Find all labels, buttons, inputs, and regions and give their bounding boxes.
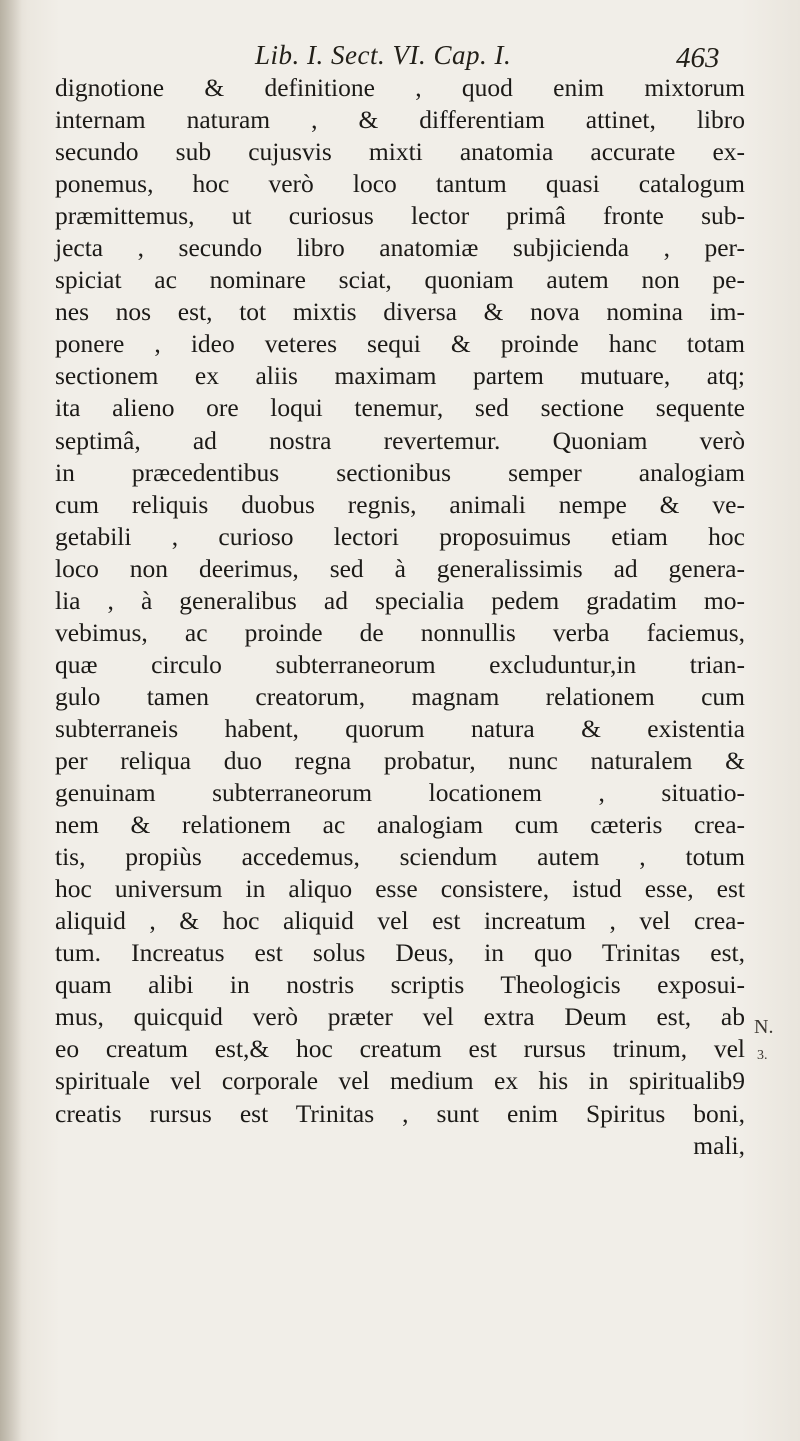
running-head: Lib. I. Sect. VI. Cap. I. (255, 40, 512, 70)
text-line: præmittemus, ut curiosus lector primâ fronte sub- (55, 201, 745, 231)
text-line: nem & relationem ac analogiam cum cæteris crea- (55, 810, 745, 840)
text-line: hoc universum in aliquo esse consistere, istud esse, est (55, 874, 745, 904)
page-edge-shadow (0, 0, 22, 1441)
text-line: tum. Increatus est solus Deus, in quo Trinitas est, (55, 938, 745, 968)
text-line: aliquid , & hoc aliquid vel est increatum , vel crea- (55, 906, 745, 936)
text-line: creatis rursus est Trinitas , sunt enim Spiritus boni, (55, 1098, 745, 1128)
text-line: sectionem ex aliis maximam partem mutuare, atq; (55, 361, 745, 391)
text-line: tis, propiùs accedemus, sciendum autem , totum (55, 842, 745, 872)
text-line: ponere , ideo veteres sequi & proinde hanc totam (55, 329, 745, 359)
text-line: secundo sub cujusvis mixti anatomia accurate ex- (55, 137, 745, 167)
text-line: eo creatum est,& hoc creatum est rursus trinum, vel (55, 1034, 745, 1064)
text-line: subterraneis habent, quorum natura & existentia (55, 713, 745, 743)
body-text (55, 72, 745, 1162)
text-line: ita alieno ore loqui tenemur, sed sectione sequente (55, 393, 745, 423)
text-line: ponemus, hoc verò loco tantum quasi catalogum (55, 169, 745, 199)
margin-note: 3. (757, 1048, 768, 1063)
catchword: mali, (693, 1130, 745, 1160)
text-line: lia , à generalibus ad specialia pedem gradatim mo- (55, 585, 745, 615)
text-line: spirituale vel corporale vel medium ex his in spiritualib9 (55, 1066, 745, 1096)
text-line: internam naturam , & differentiam attinet, libro (55, 105, 745, 135)
text-line: in præcedentibus sectionibus semper analogiam (55, 457, 745, 487)
text-line: gulo tamen creatorum, magnam relationem cum (55, 681, 745, 711)
margin-note: N. (754, 1016, 774, 1038)
text-line: vebimus, ac proinde de nonnullis verba faciemus, (55, 617, 745, 647)
text-line: per reliqua duo regna probatur, nunc naturalem & (55, 745, 745, 775)
text-line: quam alibi in nostris scriptis Theologicis exposui- (55, 970, 745, 1000)
text-line: dignotione & definitione , quod enim mixtorum (55, 73, 745, 102)
text-line: nes nos est, tot mixtis diversa & nova nomina im- (55, 297, 745, 327)
text-line: getabili , curioso lectori proposuimus etiam hoc (55, 521, 745, 551)
text-line: cum reliquis duobus regnis, animali nempe & ve- (55, 489, 745, 519)
page-number: 463 (676, 42, 720, 74)
text-line: genuinam subterraneorum locationem , situatio- (55, 778, 745, 808)
text-line: septimâ, ad nostra revertemur. Quoniam verò (55, 425, 745, 455)
text-line: spiciat ac nominare sciat, quoniam autem non pe- (55, 265, 745, 295)
text-line: jecta , secundo libro anatomiæ subjicienda , per- (55, 233, 745, 263)
text-line: mus, quicquid verò præter vel extra Deum est, ab (55, 1002, 745, 1032)
text-line: loco non deerimus, sed à generalissimis ad genera- (55, 553, 745, 583)
text-line: quæ circulo subterraneorum excluduntur,in trian- (55, 649, 745, 679)
